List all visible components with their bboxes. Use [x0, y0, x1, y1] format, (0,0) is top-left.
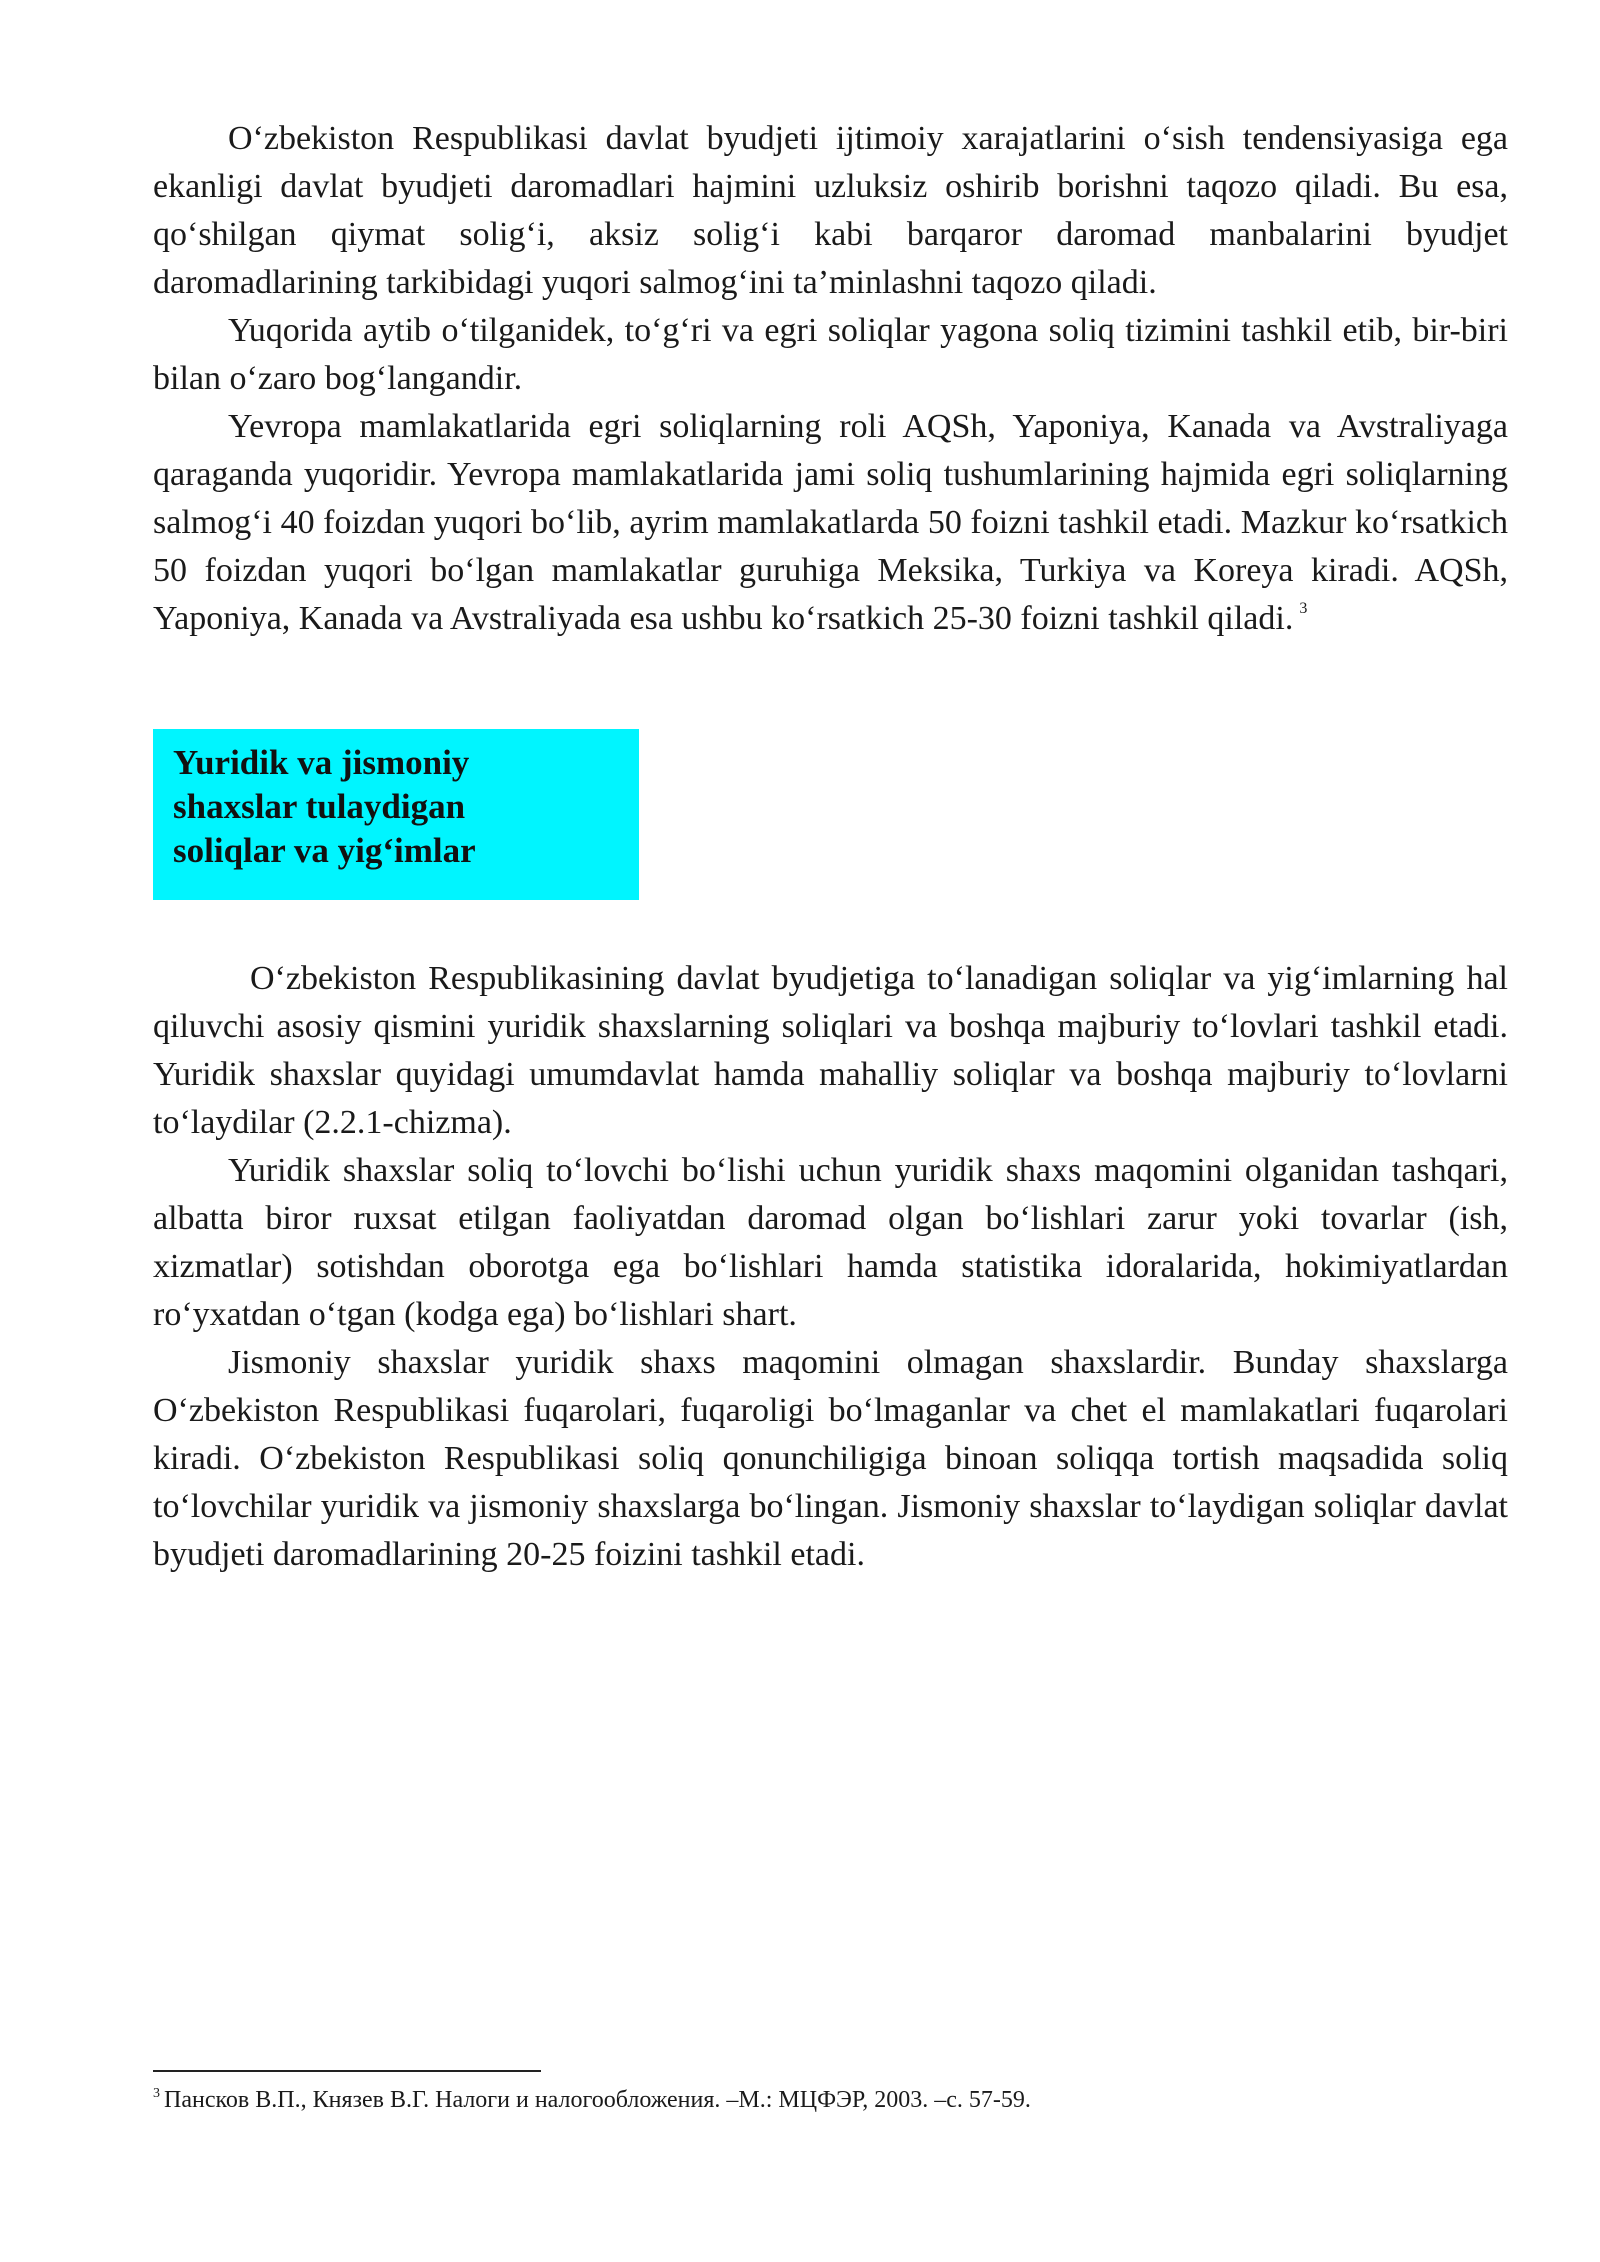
- footnote: [153, 2084, 1508, 2116]
- section-heading-box: [153, 729, 639, 900]
- paragraph: Jismoniy shaxslar yuridik shaxs maqomini olmagan shaxslardir. Bunday shaxslarga O‘zbekiston Respublikasi fuqarolari, fuqaroligi bo‘lmaganlar va chet el mamlakatlari fuqarolari kiradi. O‘zbekiston Respublikasi soliq qonunchiligiga binoan soliqqa tortish maqsadida soliq to‘lovchilar yuridik va jismoniy shaxslarga bo‘lingan. Jismoniy shaxslar to‘laydigan soliqlar davlat byudjeti daromadlarining 20-25 foizini tashkil etadi.: [153, 1344, 1508, 1573]
- paragraph-text: Yevropa mamlakatlarida egri soliqlarning roli AQSh, Yaponiya, Kanada va Avstraliyaga qaraganda yuqoridir. Yevropa mamlakatlarida jami soliq tushumlarining hajmida egri soliqlarning salmog‘i 40 foizdan yuqori bo‘lib, ayrim mamlakatlarda 50 foizni tashkil etadi. Mazkur ko‘rsatkich 50 foizdan yuqori bo‘lgan mamlakatlar guruhiga Meksika, Turkiya va Koreya kiradi. AQSh, Yaponiya, Kanada va Avstraliyada esa ushbu ko‘rsatkich 25-30 foizni tashkil qiladi.: [153, 408, 1508, 637]
- paragraph: Yuqorida aytib o‘tilganidek, to‘g‘ri va egri soliqlar yagona soliq tizimini tashkil etib, bir-biri bilan o‘zaro bog‘langandir.: [153, 312, 1508, 397]
- paragraph: O‘zbekiston Respublikasi davlat byudjeti ijtimoiy xarajatlarini o‘sish tendensiyasiga ega ekanligi davlat byudjeti daromadlari hajmini uzluksiz oshirib borishni taqozo qiladi. Bu esa, qo‘shilgan qiymat solig‘i, aksiz solig‘i kabi barqaror daromad manbalarini byudjet daromadlarining tarkibidagi yuqori salmog‘ini ta’minlashni taqozo qiladi.: [153, 120, 1508, 301]
- body-text-block-2: [153, 955, 1508, 1579]
- body-text-block-1: [153, 115, 1508, 643]
- paragraph: Yuridik shaxslar soliq to‘lovchi bo‘lishi uchun yuridik shaxs maqomini olganidan tashqari, albatta biror ruxsat etilgan faoliyatdan daromad olgan bo‘lishlari zarur yoki tovarlar (ish, xizmatlar) sotishdan oborotga ega bo‘lishlari hamda statistika idoralarida, hokimiyatlardan ro‘yxatdan o‘tgan (kodga ega) bo‘lishlari shart.: [153, 1152, 1508, 1333]
- footnote-number: 3: [153, 2086, 160, 2101]
- paragraph: O‘zbekiston Respublikasining davlat byudjetiga to‘lanadigan soliqlar va yig‘imlarning hal qiluvchi asosiy qismini yuridik shaxslarning soliqlari va boshqa majburiy to‘lovlari tashkil etadi. Yuridik shaxslar quyidagi umumdavlat hamda mahalliy soliqlar va boshqa majburiy to‘lovlarni to‘laydilar (2.2.1-chizma).: [153, 960, 1508, 1141]
- footnote-separator: [153, 2070, 541, 2072]
- footnote-text: Пансков В.П., Князев В.Г. Налоги и налогообложения. –М.: МЦФЭР, 2003. –с. 57-59.: [164, 2087, 1031, 2113]
- footnote-reference[interactable]: 3: [1299, 600, 1308, 617]
- section-heading: Yuridik va jismoniy shaxslar tulaydigan soliqlar va yig‘imlar: [173, 743, 476, 870]
- paragraph: [153, 403, 1508, 643]
